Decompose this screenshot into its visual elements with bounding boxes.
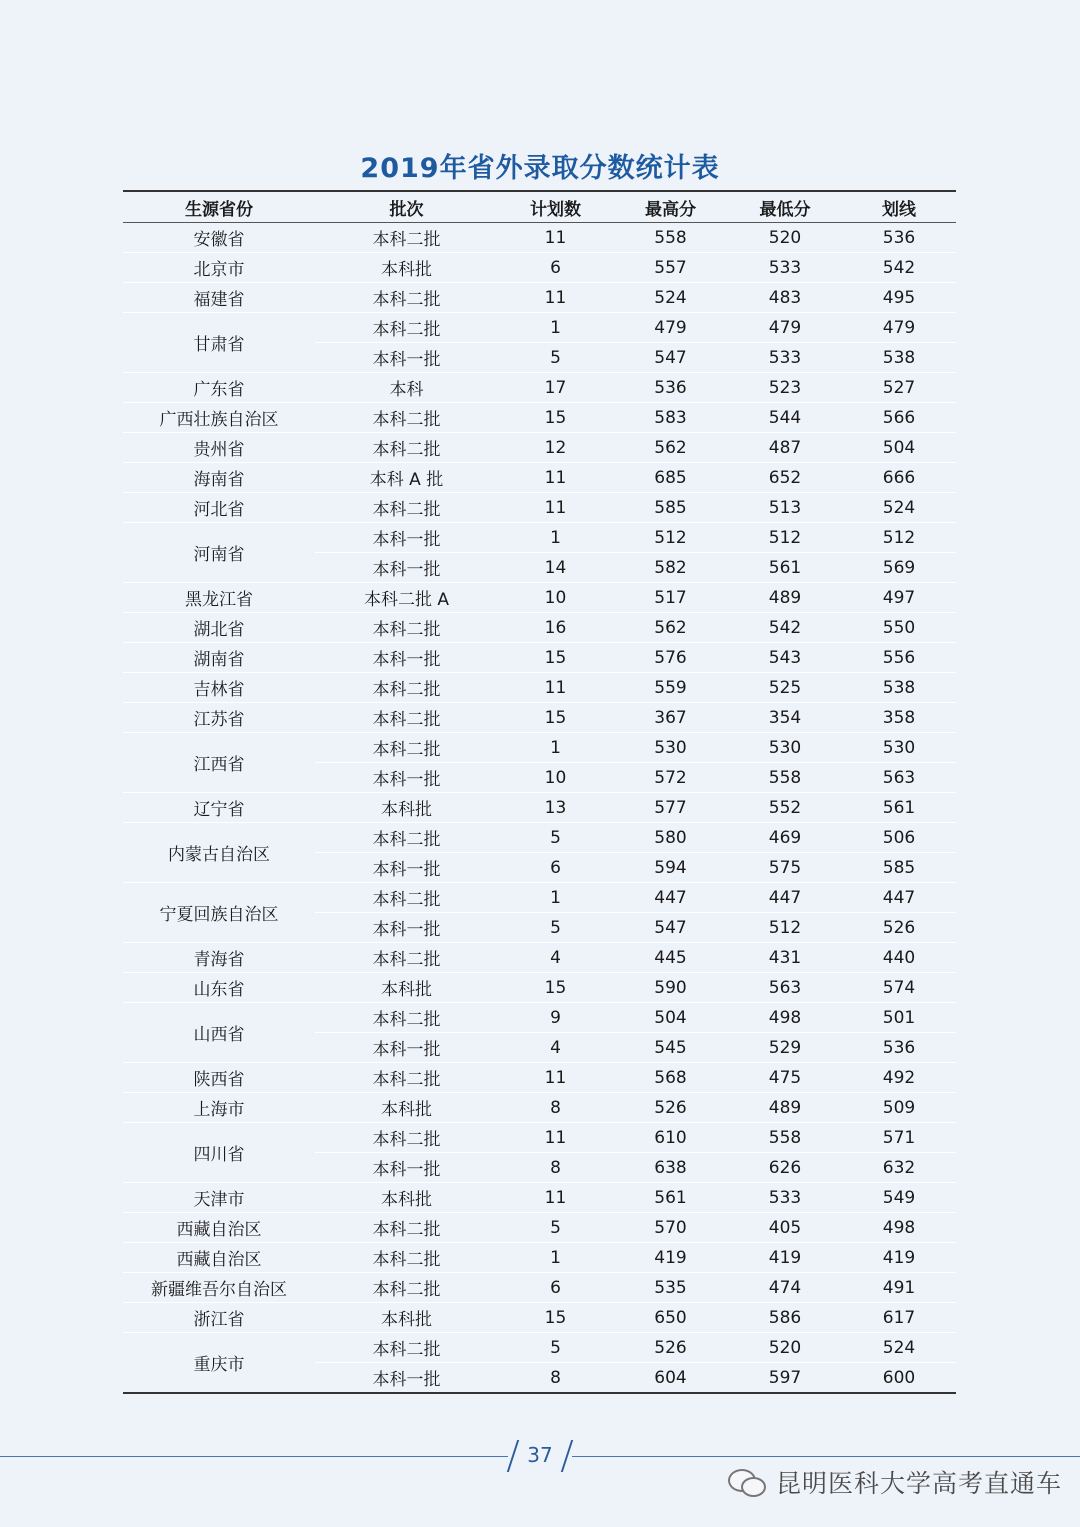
- min-score-cell: 512: [728, 913, 842, 943]
- cutoff-cell: 538: [842, 673, 956, 703]
- plan-count-cell: 1: [498, 883, 613, 913]
- cutoff-cell: 509: [842, 1093, 956, 1123]
- cutoff-cell: 526: [842, 913, 956, 943]
- batch-cell: 本科二批: [315, 703, 498, 733]
- province-cell: 福建省: [123, 283, 315, 313]
- cutoff-cell: 585: [842, 853, 956, 883]
- max-score-cell: 530: [613, 733, 728, 763]
- max-score-cell: 445: [613, 943, 728, 973]
- watermark: [728, 1462, 1068, 1502]
- plan-count-cell: 5: [498, 1213, 613, 1243]
- batch-cell: 本科二批: [315, 733, 498, 763]
- cutoff-cell: 542: [842, 253, 956, 283]
- max-score-cell: 583: [613, 403, 728, 433]
- plan-count-cell: 8: [498, 1153, 613, 1183]
- cutoff-cell: 527: [842, 373, 956, 403]
- max-score-cell: 582: [613, 553, 728, 583]
- batch-cell: 本科批: [315, 973, 498, 1003]
- table-row: [123, 373, 956, 403]
- cutoff-cell: 530: [842, 733, 956, 763]
- plan-count-cell: 14: [498, 553, 613, 583]
- batch-cell: 本科二批: [315, 283, 498, 313]
- batch-cell: 本科 A 批: [315, 463, 498, 493]
- max-score-cell: 558: [613, 223, 728, 253]
- province-cell: 宁夏回族自治区: [123, 883, 315, 943]
- cutoff-cell: 550: [842, 613, 956, 643]
- plan-count-cell: 11: [498, 463, 613, 493]
- plan-count-cell: 4: [498, 1033, 613, 1063]
- province-cell: 甘肃省: [123, 313, 315, 373]
- province-cell: 河南省: [123, 523, 315, 583]
- plan-count-cell: 1: [498, 1243, 613, 1273]
- province-cell: 天津市: [123, 1183, 315, 1213]
- max-score-cell: 568: [613, 1063, 728, 1093]
- table-row: [123, 1273, 956, 1303]
- cutoff-cell: 447: [842, 883, 956, 913]
- max-score-cell: 590: [613, 973, 728, 1003]
- province-cell: 西藏自治区: [123, 1243, 315, 1273]
- min-score-cell: 626: [728, 1153, 842, 1183]
- province-cell: 湖北省: [123, 613, 315, 643]
- plan-count-cell: 15: [498, 643, 613, 673]
- plan-count-cell: 10: [498, 763, 613, 793]
- plan-count-cell: 8: [550, 1367, 561, 1388]
- plan-count-cell: 11: [498, 283, 613, 313]
- cutoff-cell: 666: [842, 463, 956, 493]
- table-row: [123, 1123, 956, 1153]
- min-score-cell: 489: [728, 1093, 842, 1123]
- min-score-cell: 652: [728, 463, 842, 493]
- max-score-cell: 576: [613, 643, 728, 673]
- batch-cell: 本科二批: [315, 823, 498, 853]
- batch-cell: 本科一批: [315, 1033, 498, 1063]
- table-row: [123, 253, 956, 283]
- province-cell: 辽宁省: [123, 793, 315, 823]
- cutoff-cell: 571: [842, 1123, 956, 1153]
- province-cell: 西藏自治区: [123, 1213, 315, 1243]
- batch-cell: 本科二批: [315, 493, 498, 523]
- table-row: [123, 403, 956, 433]
- batch-cell: 本科批: [315, 253, 498, 283]
- plan-count-cell: 1: [498, 733, 613, 763]
- table-row: [123, 433, 956, 463]
- province-cell: 吉林省: [123, 673, 315, 703]
- batch-cell: 本科一批: [315, 643, 498, 673]
- cutoff-cell: 358: [842, 703, 956, 733]
- table-row: [123, 613, 956, 643]
- table-row: [123, 823, 956, 853]
- max-score-cell: 504: [613, 1003, 728, 1033]
- max-score-cell: 419: [613, 1243, 728, 1273]
- plan-count-cell: 11: [498, 1183, 613, 1213]
- province-cell: 内蒙古自治区: [123, 823, 315, 883]
- min-score-cell: 489: [728, 583, 842, 613]
- min-score-cell: 525: [728, 673, 842, 703]
- table-row: [123, 643, 956, 673]
- table-row: [123, 1183, 956, 1213]
- batch-cell: 本科二批: [315, 1003, 498, 1033]
- batch-cell: 本科一批: [315, 853, 498, 883]
- batch-cell: 本科一批: [315, 1153, 498, 1183]
- batch-cell: 本科二批: [315, 1123, 498, 1153]
- table-row: [123, 733, 956, 763]
- min-score-cell: 543: [728, 643, 842, 673]
- province-cell: 陕西省: [123, 1063, 315, 1093]
- cutoff-cell: 419: [842, 1243, 956, 1273]
- cutoff-cell: 617: [842, 1303, 956, 1333]
- batch-cell: 本科二批: [315, 313, 498, 343]
- plan-count-cell: 6: [498, 853, 613, 883]
- table-row: [123, 943, 956, 973]
- batch-cell: 本科一批: [372, 1370, 441, 1390]
- province-cell: 海南省: [123, 463, 315, 493]
- plan-count-cell: 8: [498, 1093, 613, 1123]
- min-score-cell: 533: [728, 253, 842, 283]
- province-cell: 黑龙江省: [123, 583, 315, 613]
- min-score-cell: 597: [768, 1367, 802, 1388]
- plan-count-cell: 13: [498, 793, 613, 823]
- province-cell: 浙江省: [123, 1303, 315, 1333]
- table-row: [123, 973, 956, 1003]
- plan-count-cell: 16: [498, 613, 613, 643]
- min-score-cell: 542: [728, 613, 842, 643]
- min-score-cell: 520: [728, 1333, 842, 1363]
- watermark-text: 昆明医科大学高考直通车: [776, 1469, 1063, 1498]
- min-score-cell: 474: [728, 1273, 842, 1303]
- min-score-cell: 523: [728, 373, 842, 403]
- batch-cell: 本科二批: [315, 1243, 498, 1273]
- table-row: [123, 1003, 956, 1033]
- batch-cell: 本科二批 A: [315, 583, 498, 613]
- batch-cell: 本科批: [315, 793, 498, 823]
- header-plan-count: 计划数: [498, 191, 613, 223]
- page-title: 2019年省外录取分数统计表: [360, 153, 720, 184]
- plan-count-cell: 5: [498, 343, 613, 373]
- province-cell: 安徽省: [123, 223, 315, 253]
- cutoff-cell: 536: [842, 1033, 956, 1063]
- plan-count-cell: 15: [498, 403, 613, 433]
- plan-count-cell: 5: [498, 913, 613, 943]
- plan-count-cell: 9: [498, 1003, 613, 1033]
- min-score-cell: 530: [728, 733, 842, 763]
- province-cell: 湖南省: [123, 643, 315, 673]
- batch-cell: 本科批: [315, 1093, 498, 1123]
- batch-cell: 本科二批: [315, 673, 498, 703]
- table-row: [123, 1093, 956, 1123]
- cutoff-cell: 506: [842, 823, 956, 853]
- max-score-cell: 570: [613, 1213, 728, 1243]
- min-score-cell: 558: [728, 763, 842, 793]
- header-province: 生源省份: [123, 191, 315, 223]
- cutoff-cell: 512: [842, 523, 956, 553]
- plan-count-cell: 12: [498, 433, 613, 463]
- province-cell: 山东省: [123, 973, 315, 1003]
- min-score-cell: 483: [728, 283, 842, 313]
- max-score-cell: 536: [613, 373, 728, 403]
- min-score-cell: 431: [728, 943, 842, 973]
- cutoff-cell: 492: [842, 1063, 956, 1093]
- table-row: [123, 793, 956, 823]
- table-row: [123, 523, 956, 553]
- plan-count-cell: 5: [498, 823, 613, 853]
- province-cell: 青海省: [123, 943, 315, 973]
- table-row: [123, 673, 956, 703]
- plan-count-cell: 15: [498, 1303, 613, 1333]
- max-score-cell: 580: [613, 823, 728, 853]
- min-score-cell: 586: [728, 1303, 842, 1333]
- min-score-cell: 552: [728, 793, 842, 823]
- max-score-cell: 685: [613, 463, 728, 493]
- cutoff-cell: 491: [842, 1273, 956, 1303]
- header-batch: 批次: [315, 191, 498, 223]
- cutoff-cell: 495: [842, 283, 956, 313]
- max-score-cell: 638: [613, 1153, 728, 1183]
- max-score-cell: 559: [613, 673, 728, 703]
- table-row: [123, 583, 956, 613]
- batch-cell: 本科批: [315, 1303, 498, 1333]
- province-cell: 贵州省: [123, 433, 315, 463]
- cutoff-cell: 479: [842, 313, 956, 343]
- plan-count-cell: 17: [498, 373, 613, 403]
- min-score-cell: 563: [728, 973, 842, 1003]
- max-score-cell: 535: [613, 1273, 728, 1303]
- min-score-cell: 419: [728, 1243, 842, 1273]
- batch-cell: 本科二批: [315, 943, 498, 973]
- min-score-cell: 513: [728, 493, 842, 523]
- table-row: [123, 1213, 956, 1243]
- min-score-cell: 405: [728, 1213, 842, 1243]
- plan-count-cell: 6: [498, 253, 613, 283]
- max-score-cell: 650: [613, 1303, 728, 1333]
- batch-cell: 本科二批: [315, 613, 498, 643]
- cutoff-cell: 440: [842, 943, 956, 973]
- max-score-cell: 367: [613, 703, 728, 733]
- max-score-cell: 572: [613, 763, 728, 793]
- min-score-cell: 469: [728, 823, 842, 853]
- max-score-cell: 524: [613, 283, 728, 313]
- table-row: [123, 463, 956, 493]
- province-cell: 广西壮族自治区: [123, 403, 315, 433]
- plan-count-cell: 11: [498, 1123, 613, 1153]
- max-score-cell: 526: [613, 1093, 728, 1123]
- cutoff-cell: 561: [842, 793, 956, 823]
- province-cell: 山西省: [123, 1003, 315, 1063]
- min-score-cell: 561: [728, 553, 842, 583]
- min-score-cell: 533: [728, 343, 842, 373]
- batch-cell: 本科一批: [315, 553, 498, 583]
- province-cell: 江西省: [123, 733, 315, 793]
- min-score-cell: 520: [728, 223, 842, 253]
- table-row: [123, 883, 956, 913]
- max-score-cell: 594: [613, 853, 728, 883]
- table-row: [123, 703, 956, 733]
- table-row: [123, 223, 956, 253]
- cutoff-cell: 569: [842, 553, 956, 583]
- max-score-cell: 562: [613, 433, 728, 463]
- table-row: [123, 1243, 956, 1273]
- province-cell: 新疆维吾尔自治区: [123, 1273, 315, 1303]
- province-cell: 上海市: [123, 1093, 315, 1123]
- max-score-cell: 526: [613, 1333, 728, 1363]
- max-score-cell: 517: [613, 583, 728, 613]
- cutoff-cell: 536: [842, 223, 956, 253]
- min-score-cell: 575: [728, 853, 842, 883]
- plan-count-cell: 1: [498, 523, 613, 553]
- max-score-cell: 604: [654, 1367, 687, 1388]
- batch-cell: 本科二批: [315, 883, 498, 913]
- plan-count-cell: 6: [498, 1273, 613, 1303]
- batch-cell: 本科一批: [315, 523, 498, 553]
- table-row: [123, 283, 956, 313]
- province-cell: 河北省: [123, 493, 315, 523]
- plan-count-cell: 5: [498, 1333, 613, 1363]
- min-score-cell: 544: [728, 403, 842, 433]
- min-score-cell: 498: [728, 1003, 842, 1033]
- plan-count-cell: 1: [498, 313, 613, 343]
- cutoff-cell: 600: [882, 1367, 916, 1388]
- table-body: [123, 223, 956, 1394]
- cutoff-cell: 498: [842, 1213, 956, 1243]
- plan-count-cell: 11: [498, 1063, 613, 1093]
- max-score-cell: 545: [613, 1033, 728, 1063]
- batch-cell: 本科二批: [315, 433, 498, 463]
- batch-cell: 本科一批: [315, 763, 498, 793]
- batch-cell: 本科一批: [315, 343, 498, 373]
- plan-count-cell: 11: [498, 223, 613, 253]
- min-score-cell: 487: [728, 433, 842, 463]
- province-cell: 广东省: [123, 373, 315, 403]
- min-score-cell: 475: [728, 1063, 842, 1093]
- table-row: [123, 493, 956, 523]
- max-score-cell: 547: [613, 913, 728, 943]
- max-score-cell: 479: [613, 313, 728, 343]
- plan-count-cell: 10: [498, 583, 613, 613]
- table-row: [123, 1333, 956, 1363]
- plan-count-cell: 15: [498, 973, 613, 1003]
- batch-cell: 本科批: [315, 1183, 498, 1213]
- cutoff-cell: 497: [842, 583, 956, 613]
- min-score-cell: 529: [728, 1033, 842, 1063]
- max-score-cell: 557: [613, 253, 728, 283]
- max-score-cell: 610: [613, 1123, 728, 1153]
- cutoff-cell: 556: [842, 643, 956, 673]
- batch-cell: 本科: [315, 373, 498, 403]
- wechat-icon: [728, 1467, 768, 1497]
- province-cell: 北京市: [123, 253, 315, 283]
- batch-cell: 本科一批: [315, 913, 498, 943]
- max-score-cell: 577: [613, 793, 728, 823]
- batch-cell: 本科二批: [315, 1333, 498, 1363]
- header-cutoff: 划线: [842, 191, 956, 223]
- province-cell: 江苏省: [123, 703, 315, 733]
- min-score-cell: 354: [728, 703, 842, 733]
- batch-cell: 本科二批: [315, 1213, 498, 1243]
- table-row: [123, 1303, 956, 1333]
- max-score-cell: 547: [613, 343, 728, 373]
- batch-cell: 本科二批: [315, 223, 498, 253]
- max-score-cell: 512: [613, 523, 728, 553]
- max-score-cell: 562: [613, 613, 728, 643]
- cutoff-cell: 524: [842, 1333, 956, 1363]
- min-score-cell: 533: [728, 1183, 842, 1213]
- cutoff-cell: 504: [842, 433, 956, 463]
- cutoff-cell: 632: [842, 1153, 956, 1183]
- batch-cell: 本科二批: [315, 1063, 498, 1093]
- plan-count-cell: 11: [498, 673, 613, 703]
- max-score-cell: 585: [613, 493, 728, 523]
- cutoff-cell: 501: [842, 1003, 956, 1033]
- cutoff-cell: 574: [842, 973, 956, 1003]
- plan-count-cell: 4: [498, 943, 613, 973]
- page-number-box: [508, 1440, 572, 1472]
- batch-cell: 本科二批: [315, 1273, 498, 1303]
- batch-cell: 本科二批: [315, 403, 498, 433]
- max-score-cell: 447: [613, 883, 728, 913]
- cutoff-cell: 538: [842, 343, 956, 373]
- table-header-row: [123, 191, 956, 223]
- header-max-score: 最高分: [613, 191, 728, 223]
- table-row: [123, 1063, 956, 1093]
- min-score-cell: 447: [728, 883, 842, 913]
- min-score-cell: 512: [728, 523, 842, 553]
- min-score-cell: 479: [728, 313, 842, 343]
- province-cell: 四川省: [123, 1123, 315, 1183]
- plan-count-cell: 11: [498, 493, 613, 523]
- province-cell: 重庆市: [123, 1333, 315, 1394]
- table-row: [123, 313, 956, 343]
- cutoff-cell: 563: [842, 763, 956, 793]
- plan-count-cell: 15: [498, 703, 613, 733]
- cutoff-cell: 566: [842, 403, 956, 433]
- min-score-cell: 558: [728, 1123, 842, 1153]
- admission-score-table: [123, 190, 956, 1394]
- max-score-cell: 561: [613, 1183, 728, 1213]
- cutoff-cell: 549: [842, 1183, 956, 1213]
- page-number: 37: [527, 1443, 553, 1467]
- header-min-score: 最低分: [728, 191, 842, 223]
- cutoff-cell: 524: [842, 493, 956, 523]
